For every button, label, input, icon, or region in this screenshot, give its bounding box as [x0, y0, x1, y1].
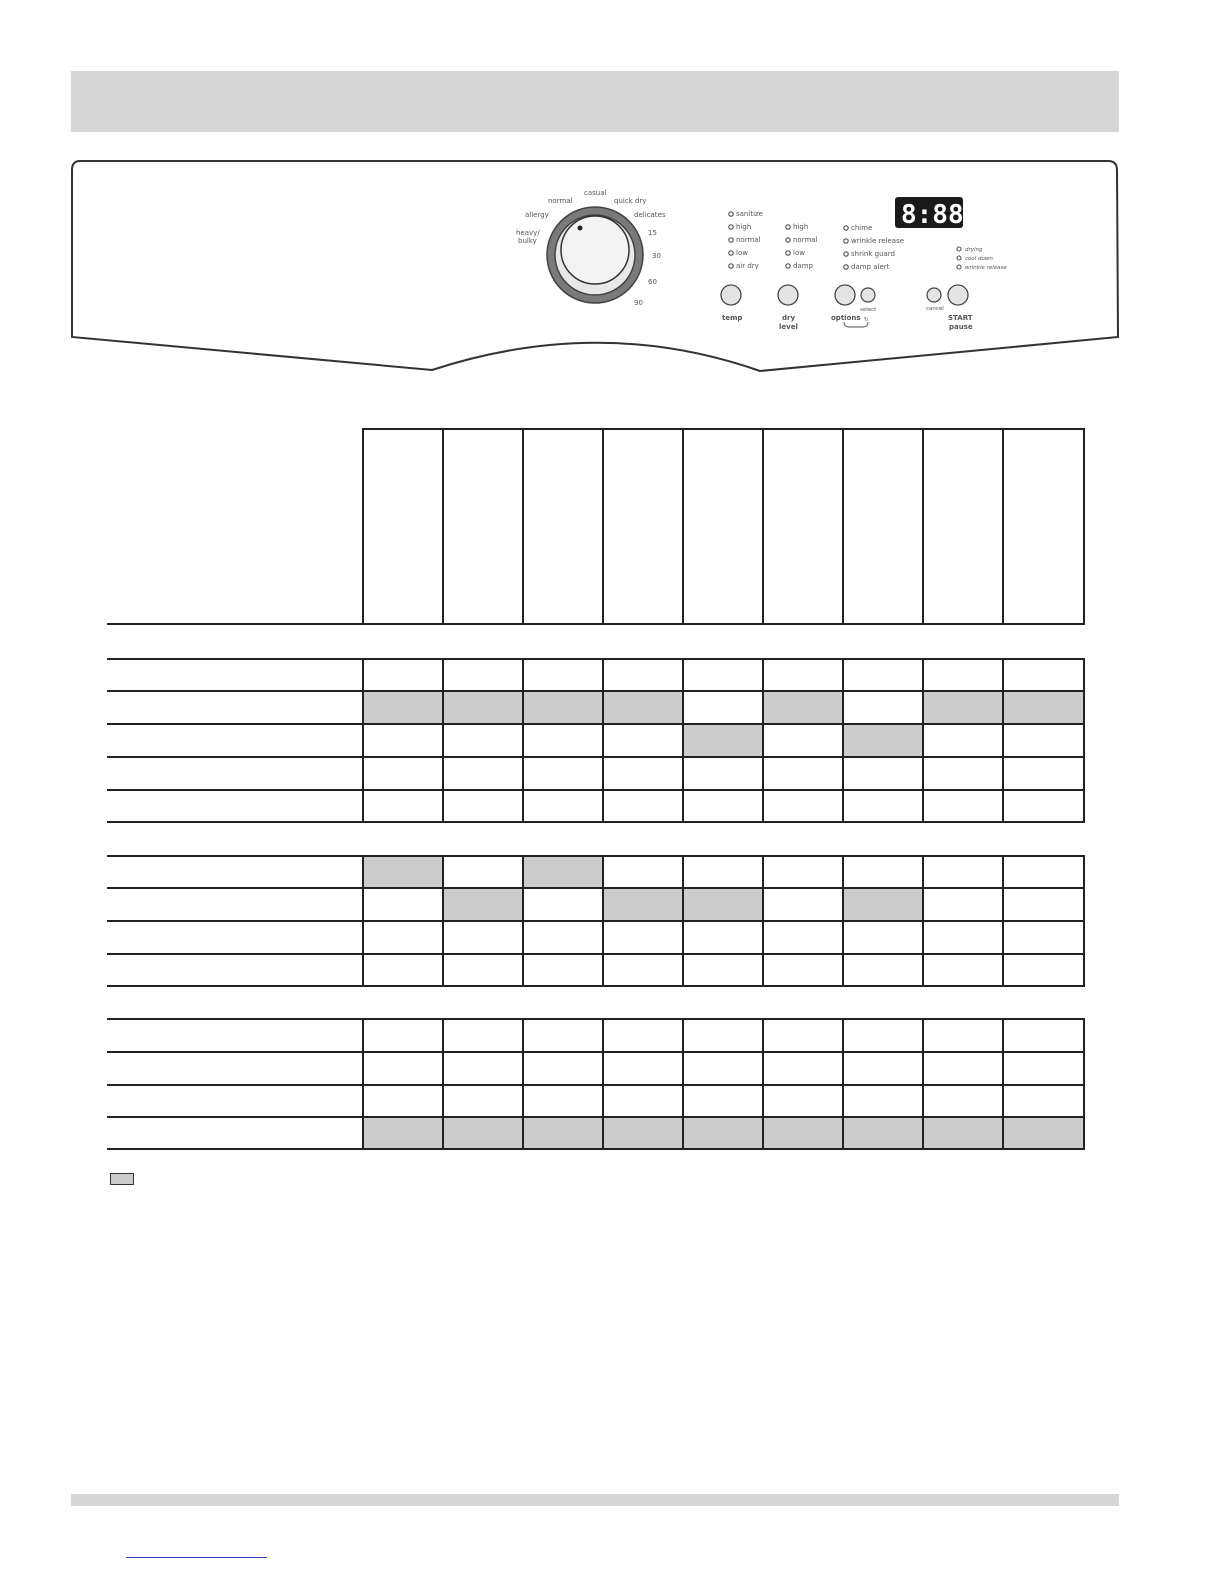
table-row-rule: [107, 821, 1085, 823]
shaded-cell: [603, 888, 683, 920]
cycle-label-heavy: heavy/: [516, 229, 540, 237]
table-column-divider: [442, 1018, 444, 1148]
header-column-divider: [522, 428, 524, 624]
cycle-label-casual: casual: [584, 189, 607, 197]
table-row-rule: [107, 985, 1085, 987]
table-column-divider: [362, 1018, 364, 1148]
table-column-divider: [922, 1018, 924, 1148]
table-row-rule: [107, 1084, 1085, 1086]
cycle-label-60: 60: [648, 278, 657, 286]
table-column-divider: [762, 855, 764, 985]
options-button-label: options: [831, 314, 861, 322]
shaded-cell: [363, 1117, 443, 1148]
table-row-rule: [107, 690, 1085, 692]
status-cool-down: cool down: [965, 256, 993, 262]
table-column-divider: [922, 855, 924, 985]
dry-option-low: low: [793, 249, 805, 257]
header-column-divider: [362, 428, 364, 624]
dry-level-label-1: dry: [782, 314, 796, 322]
table-row-rule: [107, 887, 1085, 889]
table-column-divider: [1002, 855, 1004, 985]
shaded-cell: [843, 724, 923, 756]
cycle-label-15: 15: [648, 229, 657, 237]
table-row-rule: [107, 1116, 1085, 1118]
table-column-divider: [1083, 658, 1085, 821]
table-column-divider: [522, 855, 524, 985]
dry-option-damp: damp: [793, 262, 813, 270]
cycle-label-30: 30: [652, 252, 661, 260]
table-row-rule: [107, 1051, 1085, 1053]
pause-label: pause: [949, 323, 973, 331]
cycle-label-allergy: allergy: [525, 211, 549, 219]
table-column-divider: [682, 855, 684, 985]
shaded-cell: [843, 888, 923, 920]
table-column-divider: [442, 855, 444, 985]
shaded-cell: [923, 1117, 1003, 1148]
temp-option-normal: normal: [736, 236, 761, 244]
table-column-divider: [682, 1018, 684, 1148]
footer-link-underline[interactable]: [126, 1557, 267, 1558]
table-row-rule: [107, 920, 1085, 922]
header-column-divider: [442, 428, 444, 624]
select-button-label: select: [860, 307, 877, 313]
header-top-rule: [362, 428, 1083, 430]
option-damp-alert: damp alert: [851, 263, 890, 271]
table-column-divider: [842, 658, 844, 821]
shaded-cell: [363, 856, 443, 887]
header-bottom-rule: [107, 623, 1085, 625]
header-column-divider: [1002, 428, 1004, 624]
header-column-divider: [602, 428, 604, 624]
cycle-label-quick-dry: quick dry: [614, 197, 647, 205]
cycle-label-bulky: bulky: [518, 237, 537, 245]
shaded-cell: [843, 1117, 923, 1148]
temp-option-high: high: [736, 223, 752, 231]
temp-option-sanitize: sanitize: [736, 210, 763, 218]
dry-option-normal: normal: [793, 236, 818, 244]
display-readout: 8:88: [901, 200, 964, 230]
table-column-divider: [922, 658, 924, 821]
table-column-divider: [1083, 855, 1085, 985]
cycle-label-90: 90: [634, 299, 643, 307]
shaded-cell: [763, 691, 843, 723]
header-column-divider: [1083, 428, 1085, 624]
footer-band: [71, 1494, 1119, 1506]
option-chime: chime: [851, 224, 873, 232]
status-drying: drying: [965, 247, 983, 253]
table-row-rule: [107, 723, 1085, 725]
table-column-divider: [602, 658, 604, 821]
table-row-rule: [107, 1148, 1085, 1150]
temp-button-label: temp: [722, 314, 743, 322]
table-column-divider: [1083, 1018, 1085, 1148]
table-column-divider: [362, 855, 364, 985]
shaded-cell: [923, 691, 1003, 723]
table-row-rule: [107, 953, 1085, 955]
legend-swatch: [110, 1173, 134, 1185]
shaded-cell: [603, 1117, 683, 1148]
shaded-cell: [443, 1117, 523, 1148]
table-row-rule: [107, 756, 1085, 758]
shaded-cell: [443, 691, 523, 723]
start-label: START: [948, 314, 973, 322]
cycle-label-delicates: delicates: [634, 211, 666, 219]
table-row-rule: [107, 658, 1085, 660]
table-row-rule: [107, 1018, 1085, 1020]
cancel-button-label: cancel: [926, 306, 944, 312]
table-column-divider: [442, 658, 444, 821]
table-column-divider: [602, 1018, 604, 1148]
dry-option-high: high: [793, 223, 809, 231]
cycle-arrow-icon: ↻: [864, 317, 869, 323]
table-row-rule: [107, 789, 1085, 791]
cycle-label-normal: normal: [548, 197, 573, 205]
status-wrinkle-release: wrinkle release: [965, 265, 1007, 271]
table-column-divider: [842, 855, 844, 985]
shaded-cell: [763, 1117, 843, 1148]
table-column-divider: [362, 658, 364, 821]
shaded-cell: [683, 1117, 763, 1148]
shaded-cell: [523, 1117, 603, 1148]
table-column-divider: [522, 1018, 524, 1148]
shaded-cell: [523, 691, 603, 723]
table-column-divider: [682, 658, 684, 821]
option-wrinkle-release: wrinkle release: [851, 237, 905, 245]
header-column-divider: [842, 428, 844, 624]
shaded-cell: [603, 691, 683, 723]
table-row-rule: [107, 855, 1085, 857]
shaded-cell: [683, 724, 763, 756]
temp-option-air-dry: air dry: [736, 262, 759, 270]
shaded-cell: [683, 888, 763, 920]
table-column-divider: [842, 1018, 844, 1148]
shaded-cell: [1003, 1117, 1084, 1148]
header-column-divider: [682, 428, 684, 624]
shaded-cell: [443, 888, 523, 920]
table-column-divider: [522, 658, 524, 821]
shaded-cell: [523, 856, 603, 887]
table-column-divider: [762, 1018, 764, 1148]
table-column-divider: [1002, 1018, 1004, 1148]
table-column-divider: [1002, 658, 1004, 821]
table-column-divider: [762, 658, 764, 821]
dry-level-label-2: level: [779, 323, 798, 331]
header-column-divider: [922, 428, 924, 624]
option-shrink-guard: shrink guard: [851, 250, 895, 258]
shaded-cell: [363, 691, 443, 723]
temp-option-low: low: [736, 249, 748, 257]
shaded-cell: [1003, 691, 1084, 723]
table-column-divider: [602, 855, 604, 985]
header-column-divider: [762, 428, 764, 624]
